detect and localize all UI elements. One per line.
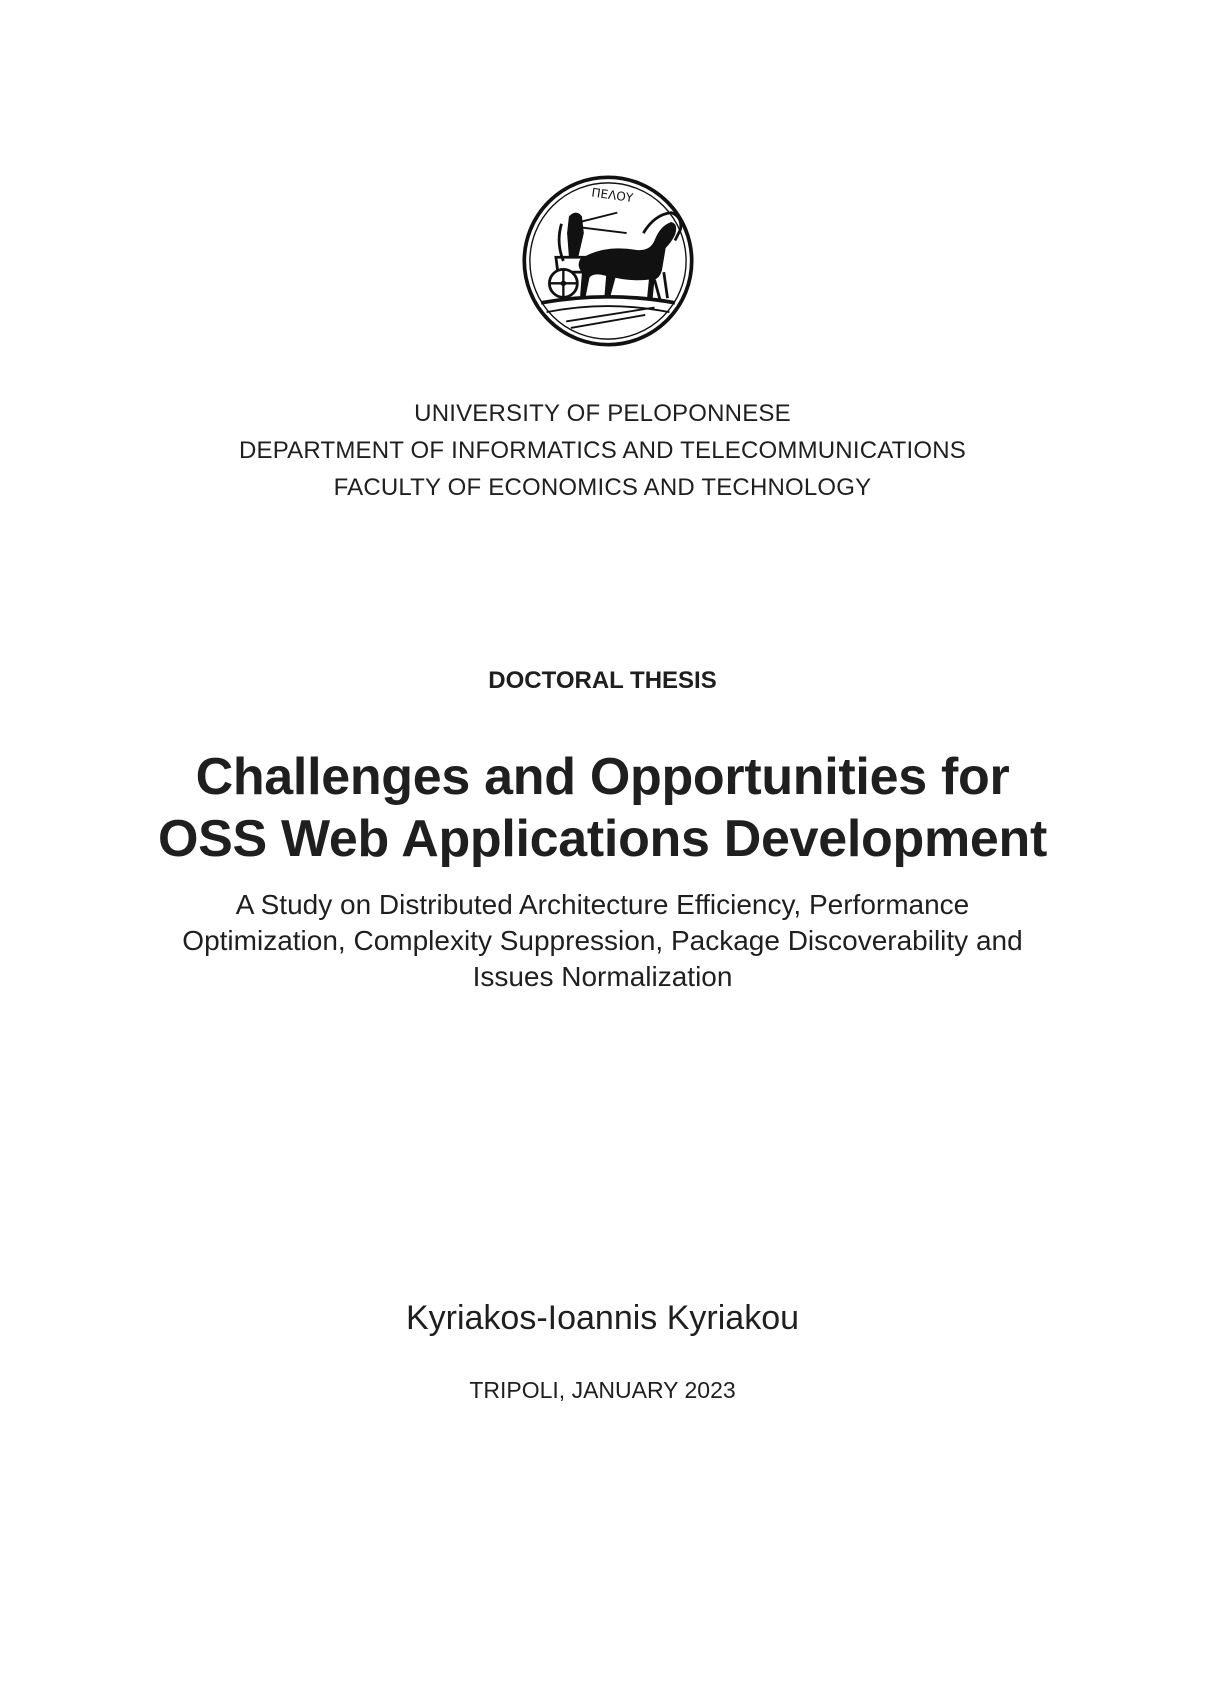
institution-block: [0, 395, 1205, 506]
university-seal-logo: [515, 168, 701, 354]
svg-text:ΠΕΛΟΥ: ΠΕΛΟΥ: [590, 185, 635, 206]
thesis-subtitle-line-3: Issues Normalization: [472, 961, 733, 992]
thesis-type-label: DOCTORAL THESIS: [488, 667, 717, 694]
thesis-subtitle: [0, 887, 1205, 995]
author-name: Kyriakos-Ioannis Kyriakou: [405, 1299, 800, 1337]
department-name: DEPARTMENT OF INFORMATICS AND TELECOMMUNICATIONS: [239, 437, 966, 464]
thesis-subtitle-line-2: Optimization, Complexity Suppression, Package Discoverability and: [182, 925, 1023, 956]
university-name: UNIVERSITY OF PELOPONNESE: [414, 400, 791, 427]
place-and-date: TRIPOLI, JANUARY 2023: [469, 1377, 736, 1403]
thesis-title-line-1: Challenges and Opportunities for: [195, 748, 1010, 806]
faculty-name: FACULTY OF ECONOMICS AND TECHNOLOGY: [333, 474, 872, 501]
thesis-title-line-2: OSS Web Applications Development: [158, 810, 1047, 868]
thesis-subtitle-line-1: A Study on Distributed Architecture Efficiency, Performance: [235, 889, 970, 920]
thesis-title: [0, 746, 1205, 870]
